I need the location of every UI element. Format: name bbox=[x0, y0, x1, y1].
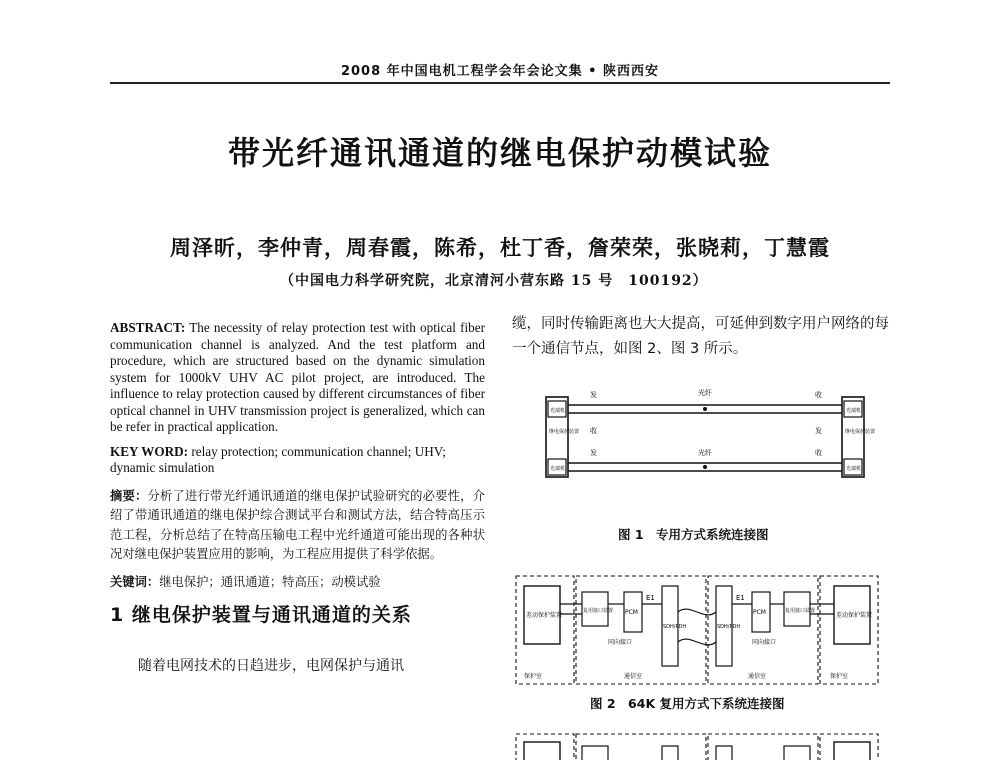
fig2-left-protection-room bbox=[516, 576, 574, 684]
fig1-top-channel-label: 光纤 bbox=[698, 389, 712, 397]
author-list: 周泽昕，李仲青，周春霞，陈希，杜丁香，詹荣荣，张晓莉，丁慧霞 bbox=[170, 235, 830, 260]
fig3-left-box-b bbox=[662, 746, 678, 760]
fig1-send-label-bl: 发 bbox=[590, 449, 597, 457]
fig2-right-mux-label: 复用接口装置 bbox=[785, 608, 816, 614]
fig2-fiber-top bbox=[678, 609, 716, 615]
abstract-cn-text: 分析了进行带光纤通讯通道的继电保护试验研究的必要性，介绍了带通讯通道的继电保护综合测试平台和测试方法，结合特高压示范工程，分析总结了在特高压输电工程中光纤通道可能出现的各种状况对继电保护装置应用的影响，为工程应用提供了科学依据。 bbox=[110, 488, 485, 561]
fig1-recv-label-br: 收 bbox=[815, 449, 822, 457]
fig2-left-codirectional-label: 同向接口 bbox=[608, 639, 633, 646]
fig1-bottom-dot bbox=[703, 465, 707, 469]
fig3-right-protection-room bbox=[820, 734, 878, 760]
fig3-right-box-b bbox=[784, 746, 810, 760]
keywords-cn bbox=[110, 573, 485, 592]
fig1-left-top-port-label: 光端机 bbox=[550, 408, 566, 414]
keywords-cn-text: 继电保护；通讯通道；特高压；动模试验 bbox=[159, 574, 381, 589]
running-header: 2008 年中国电机工程学会年会论文集 • 陕西西安 bbox=[340, 64, 660, 79]
fig1-recv-label-ml: 收 bbox=[590, 427, 597, 435]
fig2-right-sdh-label: SDH/PDH bbox=[717, 624, 741, 630]
keywords-en-text: relay protection; communication channel; UHV; dynamic simulation bbox=[110, 443, 446, 475]
fig1-top-dot bbox=[703, 407, 707, 411]
figure-2-diagram bbox=[512, 572, 882, 690]
header-rule bbox=[110, 82, 890, 84]
fig2-left-device-label: 差动保护装置 bbox=[526, 612, 563, 619]
fig2-right-e1-label: E1 bbox=[736, 594, 745, 602]
keywords-cn-label: 关键词： bbox=[110, 574, 160, 589]
fig3-right-box-a bbox=[716, 746, 732, 760]
fig1-right-bottom-port-label: 光端机 bbox=[846, 466, 862, 472]
fig1-send-label-mr: 发 bbox=[815, 427, 822, 435]
abstract-cn-label: 摘要： bbox=[110, 488, 148, 503]
fig2-right-protection-room bbox=[820, 576, 878, 684]
figure-1-diagram bbox=[540, 375, 876, 505]
left-column bbox=[110, 320, 485, 677]
fig2-left-protection-room-label: 保护室 bbox=[524, 673, 543, 680]
fig2-right-device-label: 差动保护装置 bbox=[836, 612, 873, 619]
right-column bbox=[512, 312, 890, 362]
fig3-left-box-a bbox=[582, 746, 608, 760]
fig2-left-mux-label: 复用接口装置 bbox=[583, 608, 614, 614]
fig3-left-device bbox=[524, 742, 560, 760]
fig1-right-top-port-label: 光端机 bbox=[846, 408, 862, 414]
fig1-bottom-channel-label: 光纤 bbox=[698, 449, 712, 457]
keywords-en bbox=[110, 444, 485, 477]
fig3-left-comm-room bbox=[576, 734, 706, 760]
fig2-left-sdh-label: SDH/PDH bbox=[663, 624, 687, 630]
fig1-recv-label-tr: 收 bbox=[815, 391, 822, 399]
affiliation: （中国电力科学研究院，北京清河小营东路 15 号 100192） bbox=[280, 273, 708, 289]
fig3-right-device bbox=[834, 742, 870, 760]
fig3-right-comm-room bbox=[708, 734, 818, 760]
fig2-right-protection-room-label: 保护室 bbox=[830, 673, 849, 680]
figure-2-caption: 图 2 64K 复用方式下系统连接图 bbox=[590, 696, 785, 711]
fig2-right-pcm-label: PCM bbox=[753, 609, 766, 616]
fig1-left-box-label: 继电保护装置 bbox=[549, 429, 580, 435]
fig2-left-e1-label: E1 bbox=[646, 594, 655, 602]
fig2-right-codirectional-label: 同向接口 bbox=[752, 639, 777, 646]
fig1-right-box-label: 继电保护装置 bbox=[845, 429, 876, 435]
paper-title: 带光纤通讯通道的继电保护动模试验 bbox=[227, 134, 772, 172]
fig2-left-comm-room-label: 通信室 bbox=[624, 673, 643, 680]
abstract-en-label: ABSTRACT: bbox=[110, 320, 186, 335]
abstract-cn bbox=[110, 487, 485, 565]
fig2-left-pcm-label: PCM bbox=[625, 609, 638, 616]
fig3-left-protection-room bbox=[516, 734, 574, 760]
figure-1-caption: 图 1 专用方式系统连接图 bbox=[618, 527, 769, 542]
fig1-left-bottom-port-label: 光端机 bbox=[550, 466, 566, 472]
fig2-fiber-bottom bbox=[678, 639, 716, 645]
section-1-heading: 1 继电保护装置与通讯通道的关系 bbox=[110, 603, 412, 626]
right-column-text: 缆，同时传输距离也大大提高，可延伸到数字用户网络的每一个通信节点，如图 2、图 3 所示。 bbox=[512, 316, 889, 357]
keywords-en-label: KEY WORD: bbox=[110, 443, 189, 459]
figure-3-diagram-partial bbox=[512, 732, 882, 760]
abstract-en bbox=[110, 320, 485, 436]
fig2-right-comm-room-label: 通信室 bbox=[748, 673, 767, 680]
body-paragraph: 随着电网技术的日趋进步，电网保护与通讯 bbox=[138, 657, 404, 674]
fig1-send-label-tl: 发 bbox=[590, 391, 597, 399]
abstract-en-text: The necessity of relay protection test with optical fiber communication channel is analyzed. And the test platform and procedure, which are structured based on the dynamic simulation system for 1000kV UHV AC pilot project, are introduced. The influence to relay protection caused by different circumstances of fiber optical channel in UHV transmission project is generalized, which can be refer in practical application. bbox=[110, 320, 485, 434]
